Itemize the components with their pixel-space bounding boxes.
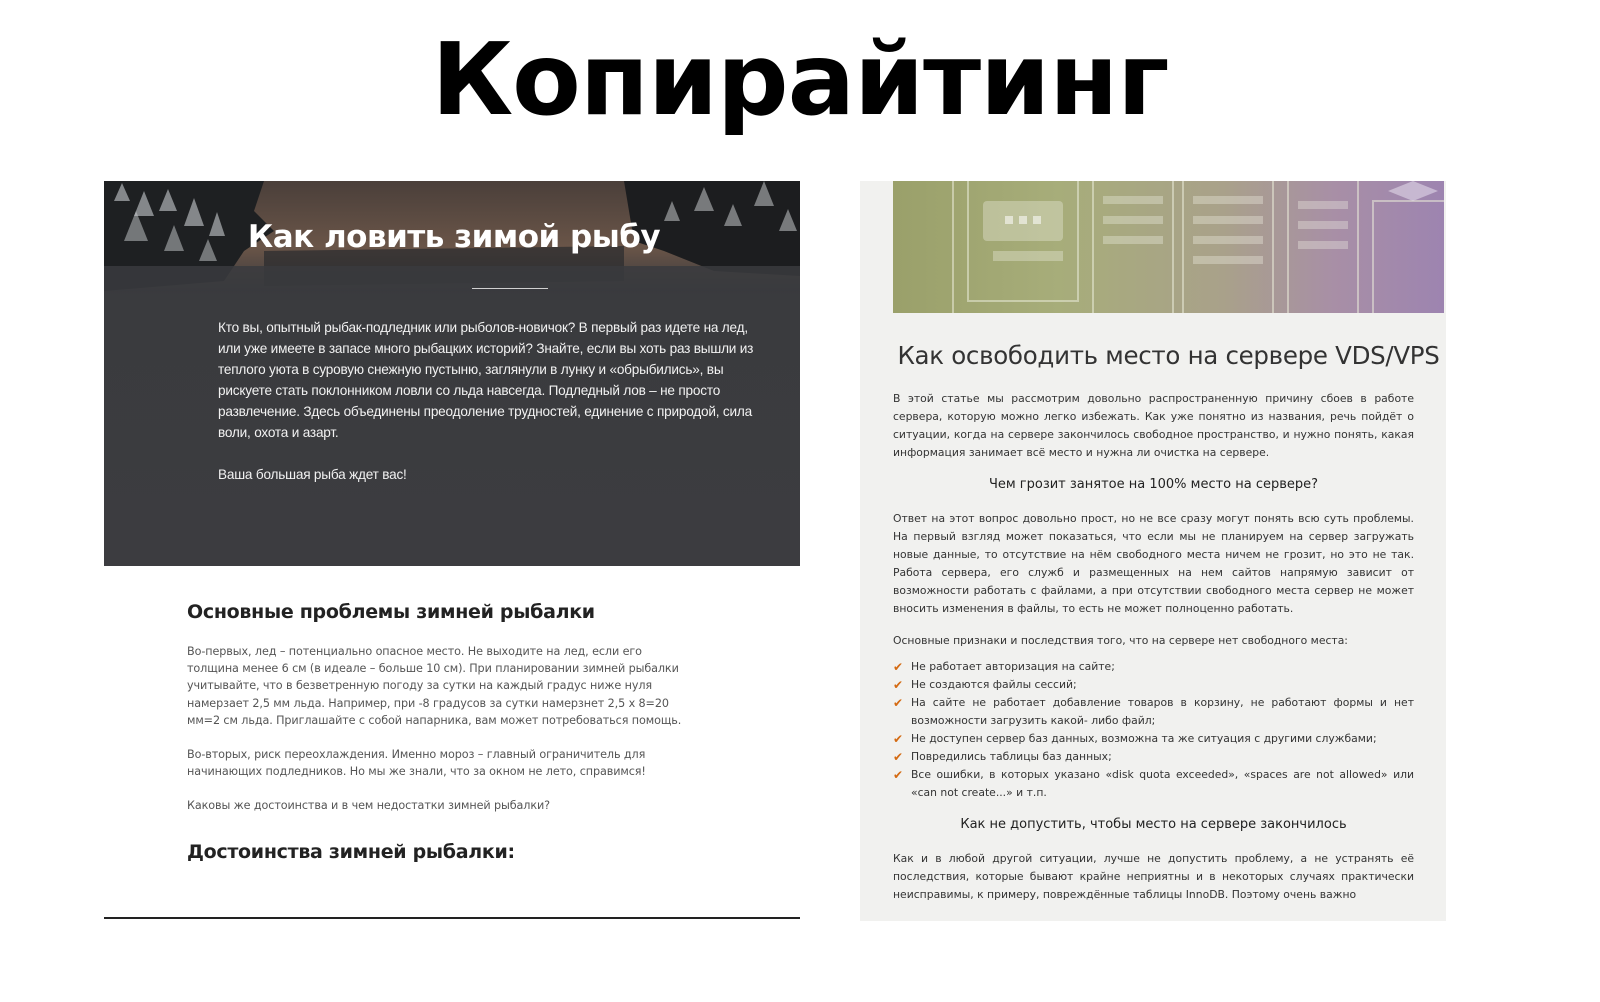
- divider: [104, 917, 800, 919]
- check-icon: ✔: [893, 750, 904, 764]
- paragraph: Каковы же достоинства и в чем недостатки зимней рыбалки?: [187, 799, 551, 813]
- hero-paragraph: Ваша большая рыба ждет вас!: [218, 467, 407, 482]
- section-text: [187, 643, 687, 815]
- paragraph: Основные признаки и последствия того, что на сервере нет свободного места:: [893, 634, 1348, 647]
- hero-intro: [218, 317, 758, 506]
- article-body: [187, 601, 687, 863]
- checklist: [893, 658, 1414, 802]
- check-icon: ✔: [893, 660, 904, 674]
- fishing-article-preview: [104, 181, 800, 921]
- list-item: ✔ Не создаются файлы сессий;: [893, 678, 1077, 692]
- list-item: ✔ На сайте не работает добавление товаров в корзину, не работают формы и нет возможности загрузить какой- либо файл;: [893, 696, 1414, 727]
- check-icon: ✔: [893, 732, 904, 746]
- paragraph: В этой статье мы рассмотрим довольно распространенную причину сбоев в работе сервера, которую можно легко избежать. Как уже понятно из названия, речь пойдёт о ситуации, когда на сервере закончилось свободное пространство, и нужно понять, какая информация занимает всё место и нужна ли очистка на сервере.: [893, 392, 1414, 459]
- title-divider: [472, 288, 548, 289]
- article-title: Как освободить место на сервере VDS/VPS: [897, 341, 1440, 370]
- check-icon: ✔: [893, 768, 904, 782]
- list-item: ✔ Повредились таблицы баз данных;: [893, 750, 1112, 764]
- page-title: Копирайтинг: [431, 21, 1169, 138]
- subheading: Чем грозит занятое на 100% место на сервере?: [988, 477, 1319, 492]
- list-item: ✔ Не работает авторизация на сайте;: [893, 660, 1115, 674]
- server-article-preview: [860, 181, 1446, 921]
- paragraph: Во-первых, лед – потенциально опасное место. Не выходите на лед, если его толщина менее 6 см (в идеале – больше 10 см). При планировании зимней рыбалки учитывайте, что в безветренную погоду за сутки на каждый градус ниже нуля намерзает 2,5 мм льда. Например, при -8 градусов за сутки намерзнет 2,5 х 8=20 мм=2 см льда. Приглашайте с собой напарника, вам может потребоваться помощь.: [187, 645, 682, 727]
- server-banner-image: [893, 181, 1444, 313]
- hero-title: Как ловить зимой рыбу: [247, 219, 661, 255]
- check-icon: ✔: [893, 696, 904, 710]
- hero-banner: [104, 181, 800, 566]
- check-icon: ✔: [893, 678, 904, 692]
- list-item: ✔ Все ошибки, в которых указано «disk quota exceeded», «spaces are not allowed» или «can not create...» и т.п.: [893, 768, 1414, 799]
- paragraph: Во-вторых, риск переохлаждения. Именно мороз – главный ограничитель для начинающих подледников. Но мы же знали, что за окном не лето, справимся!: [187, 748, 646, 779]
- list-item: ✔ Не доступен сервер баз данных, возможна та же ситуация с другими службами;: [893, 732, 1377, 746]
- hero-paragraph: Кто вы, опытный рыбак-подледник или рыболов-новичок? В первый раз идете на лед, или уже имеете в запасе много рыбацких историй? Знайте, если вы хоть раз вышли из теплого уюта в суровую снежную пустыню, заглянули в лунку и «обрыбились», вы рискуете стать поклонником ловли со льда навсегда. Подледный лов – не просто развлечение. Здесь объединены преодоление трудностей, единение с природой, сила воли, охота и азарт.: [218, 320, 754, 440]
- subheading: Как не допустить, чтобы место на сервере закончилось: [960, 817, 1347, 832]
- paragraph: Как и в любой другой ситуации, лучше не допустить проблему, а не устранять её последствия, которые бывают крайне неприятны и в некоторых случаях практически неисправимы, к примеру, повреждённые таблицы InnoDB. Поэтому очень важно: [893, 852, 1414, 901]
- section-heading: Основные проблемы зимней рыбалки: [187, 601, 595, 623]
- section-heading: Достоинства зимней рыбалки:: [187, 840, 515, 863]
- article-body: [893, 390, 1414, 918]
- paragraph: Ответ на этот вопрос довольно прост, но не все сразу могут понять всю суть проблемы. На первый взгляд может показаться, что если мы не планируем на сервер загружать новые данные, то отсутствие на нём свободного места ничем не грозит, но это не так. Работа сервера, его служб и размещенных на нем сайтов напрямую зависит от возможности работать с файлами, а при отсутствии свободного места сервер не может вносить изменения в файлы, то есть не может полноценно работать.: [893, 512, 1414, 615]
